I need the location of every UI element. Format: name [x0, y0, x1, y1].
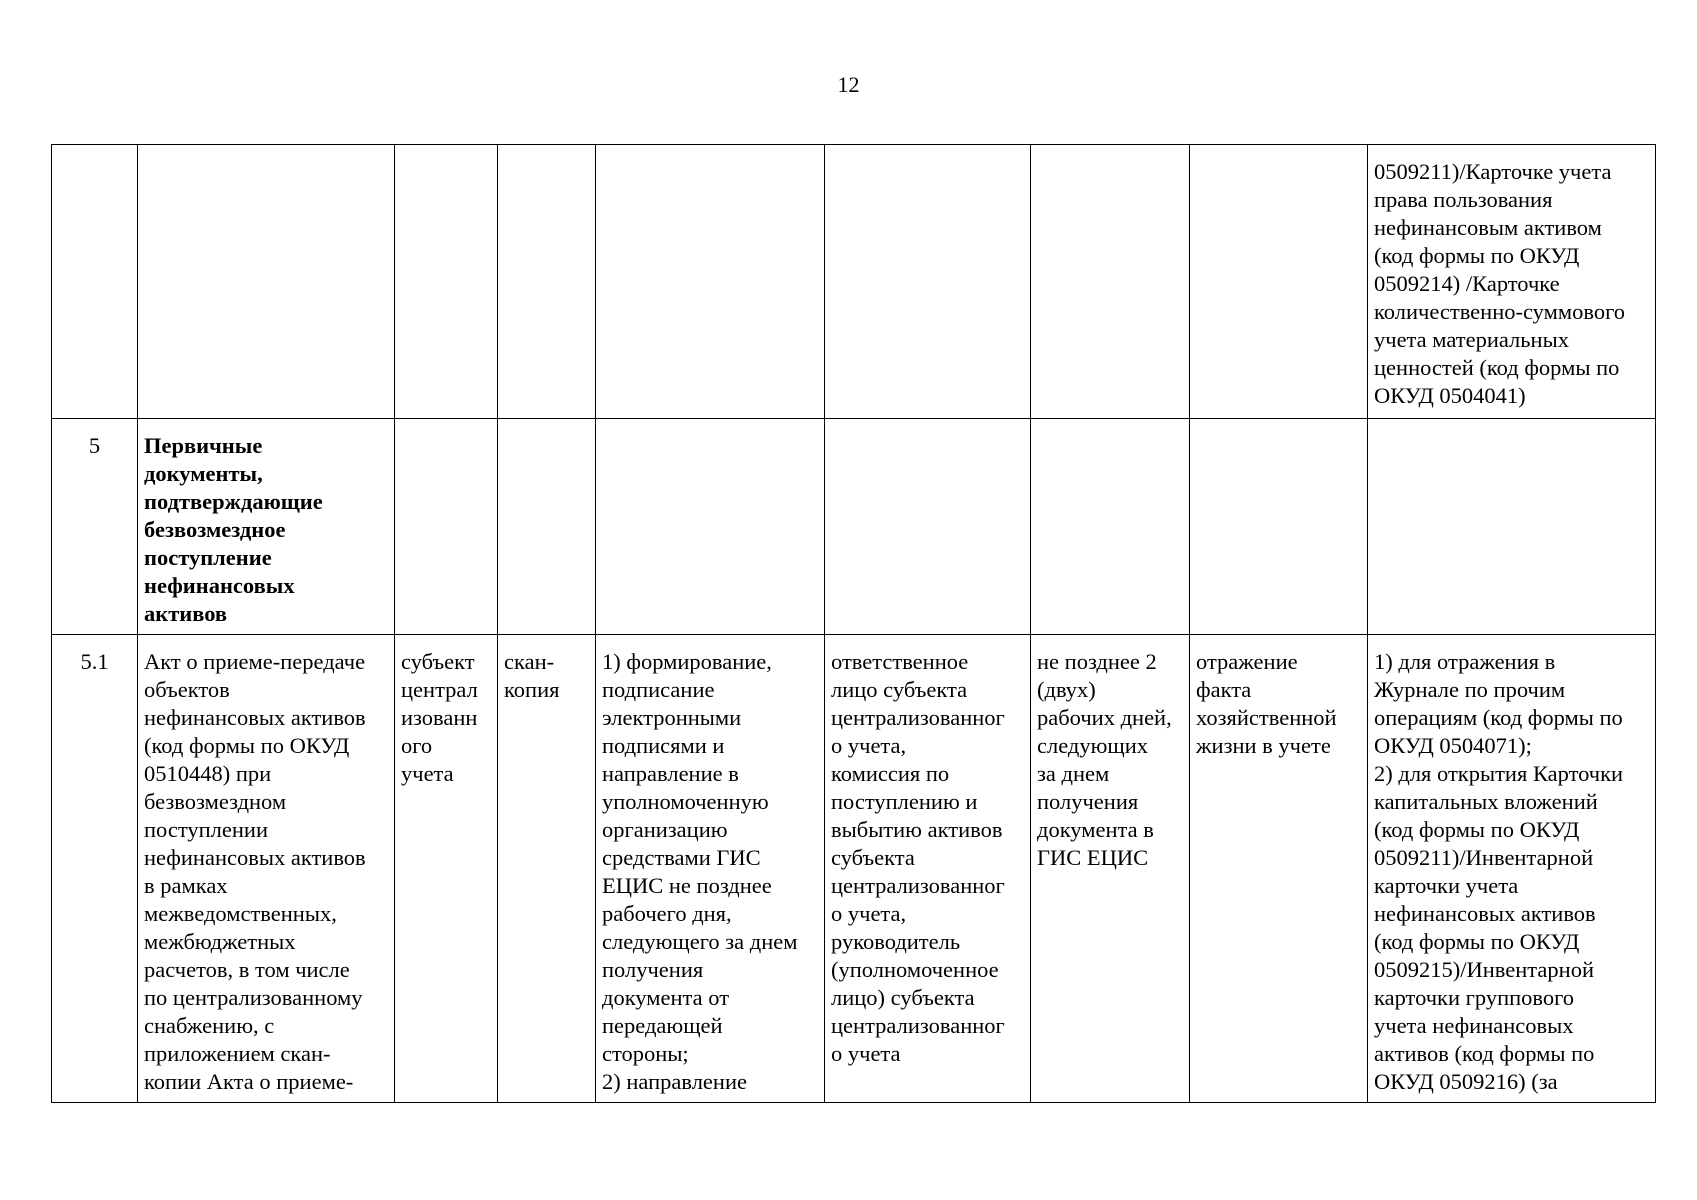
table-cell: [395, 145, 498, 419]
table-cell: [596, 419, 825, 635]
table-row: [52, 419, 1656, 635]
creator-cell: субъект централ изованн ого учета: [395, 635, 498, 1103]
purpose-cell: отражение факта хозяйственной жизни в учете: [1190, 635, 1368, 1103]
table-row: [52, 145, 1656, 419]
table-cell: [825, 419, 1031, 635]
section-heading: Первичные документы, подтверждающие безвозмездное поступление нефинансовых активов: [138, 419, 395, 635]
row-number: 5: [52, 419, 138, 635]
table-cell: [1368, 419, 1656, 635]
page-number: 12: [837, 72, 860, 97]
table-cell: [498, 419, 596, 635]
table-cell: [596, 145, 825, 419]
table-cell: [1031, 145, 1190, 419]
table-cell: [52, 145, 138, 419]
table-cell: 0509211)/Карточке учета права пользования нефинансовым активом (код формы по ОКУД 0509214) /Карточке количественно-суммового учета материальных ценностей (код формы по ОКУД 0504041): [1368, 145, 1656, 419]
table-cell: [825, 145, 1031, 419]
row-number: 5.1: [52, 635, 138, 1103]
deadline-cell: не позднее 2 (двух) рабочих дней, следующих за днем получения документа в ГИС ЕЦИС: [1031, 635, 1190, 1103]
table-cell: [1190, 419, 1368, 635]
responsible-cell: ответственное лицо субъекта централизованног о учета, комиссия по поступлению и выбытию активов субъекта централизованног о учета, руководитель (уполномоченное лицо) субъекта централизованног о учета: [825, 635, 1031, 1103]
table-cell: [1031, 419, 1190, 635]
table-row: [52, 635, 1656, 1103]
document-table: [51, 144, 1656, 1103]
table-cell: [498, 145, 596, 419]
format-cell: скан- копия: [498, 635, 596, 1103]
procedure-cell: 1) формирование, подписание электронными подписями и направление в уполномоченную организацию средствами ГИС ЕЦИС не позднее рабочего дня, следующего за днем получения документа от передающей стороны; 2) направление: [596, 635, 825, 1103]
table-cell: [395, 419, 498, 635]
document-name-cell: Акт о приеме-передаче объектов нефинансовых активов (код формы по ОКУД 0510448) при безвозмездном поступлении нефинансовых активов в рамках межведомственных, межбюджетных расчетов, в том числе по централизованному снабжению, с приложением скан- копии Акта о приеме-: [138, 635, 395, 1103]
usage-cell: 1) для отражения в Журнале по прочим операциям (код формы по ОКУД 0504071); 2) для открытия Карточки капитальных вложений (код формы по ОКУД 0509211)/Инвентарной карточки учета нефинансовых активов (код формы по ОКУД 0509215)/Инвентарной карточки группового учета нефинансовых активов (код формы по ОКУД 0509216) (за: [1368, 635, 1656, 1103]
table-cell: [1190, 145, 1368, 419]
table-cell: [138, 145, 395, 419]
